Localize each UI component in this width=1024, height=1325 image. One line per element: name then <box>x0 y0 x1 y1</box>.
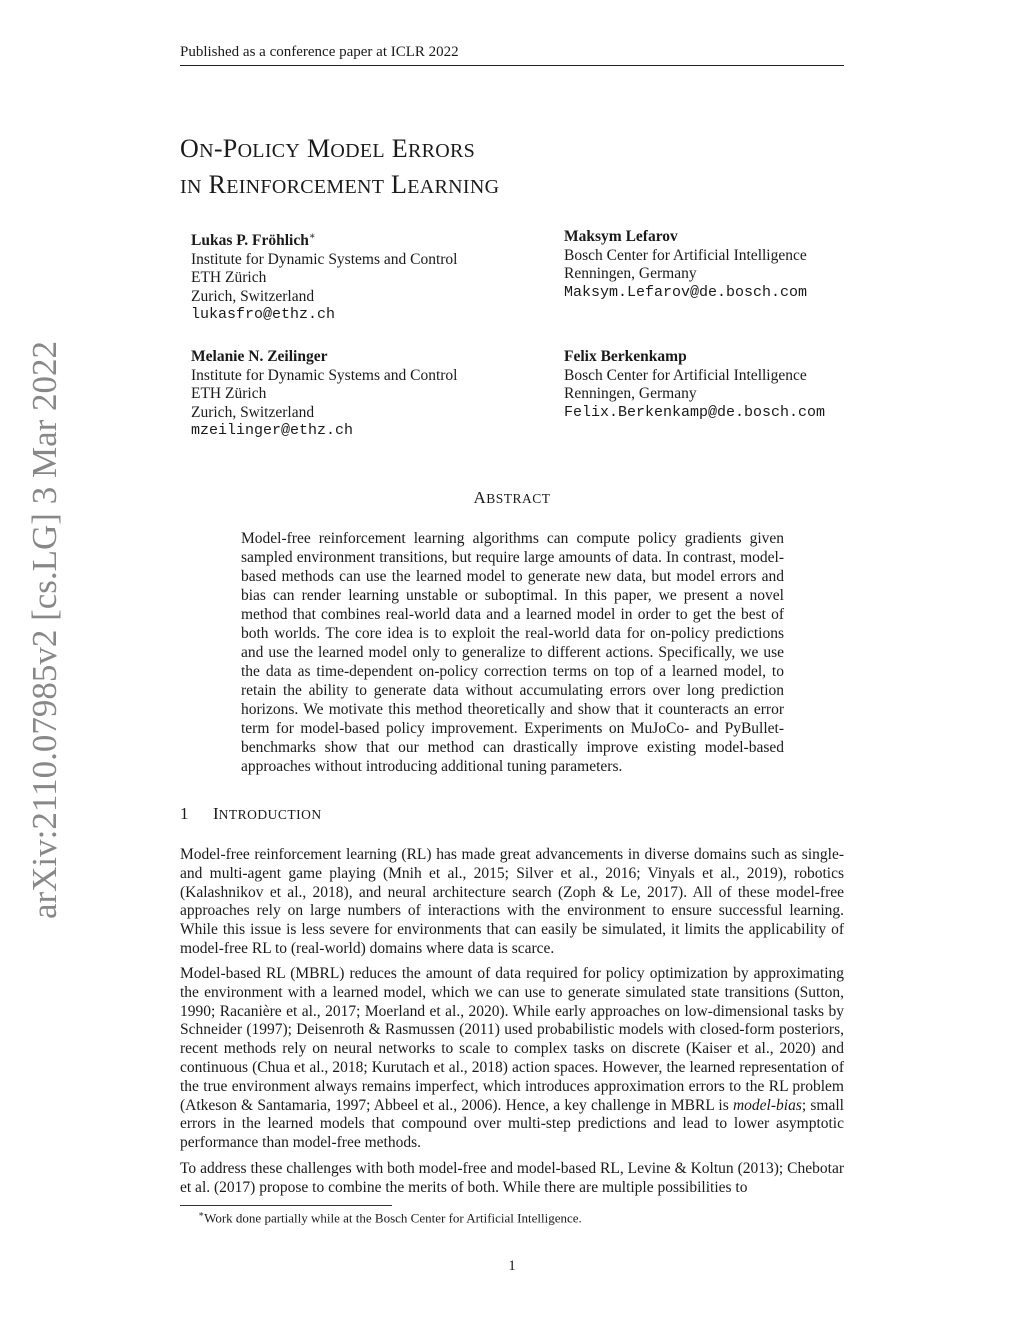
paper-title <box>180 132 499 204</box>
author-location: Renningen, Germany <box>564 265 697 282</box>
title-line-1: ON-POLICY MODEL ERRORS <box>180 134 476 163</box>
page-number: 1 <box>508 1258 516 1274</box>
paragraph-1: Model-free reinforcement learning (RL) has made great advancements in diverse domains such as single- and multi-agent game playing (Mnih et al., 2015; Silver et al., 2016; Vinyals et al., 2019), robotics (Kalashnikov et al., 2018), and neural architecture search (Zoph & Le, 2017). All of these model-free approaches rely on large numbers of interactions with the environment to ensure successful learning. While this issue is less severe for environments that can easily be simulated, it limits the applicability of model-free RL to (real-world) domains where data is scarce. <box>180 846 844 957</box>
author-email[interactable]: mzeilinger@ethz.ch <box>191 422 354 439</box>
author-block-1 <box>191 228 457 325</box>
paragraph-3: To address these challenges with both model-free and model-based RL, Levine & Koltun (2013); Chebotar et al. (2017) propose to combine the merits of both. While there are multiple possibilities to <box>180 1160 844 1196</box>
author-footnote-mark: ∗ <box>308 231 316 242</box>
footnote-mark: ∗ <box>198 1209 205 1219</box>
author-block-4 <box>564 348 825 422</box>
author-affiliation: Bosch Center for Artificial Intelligence <box>564 366 807 384</box>
author-name: Maksym Lefarov <box>564 228 678 245</box>
author-email[interactable]: Maksym.Lefarov@de.bosch.com <box>564 283 808 301</box>
title-line-2: IN REINFORCEMENT LEARNING <box>180 170 500 199</box>
author-email[interactable]: Felix.Berkenkamp@de.bosch.com <box>564 403 826 421</box>
author-block-3 <box>191 348 457 441</box>
author-affiliation: Institute for Dynamic Systems and Control <box>191 250 458 268</box>
author-name: Lukas P. Fröhlich <box>191 232 309 250</box>
author-name: Felix Berkenkamp <box>564 348 687 365</box>
author-affiliation: Bosch Center for Artificial Intelligence <box>564 246 807 264</box>
section-number: 1 <box>180 804 189 823</box>
author-org: ETH Zürich <box>191 385 267 402</box>
header-rule <box>180 65 844 66</box>
paragraph-2 <box>180 965 844 1153</box>
author-email[interactable]: lukasfro@ethz.ch <box>191 306 336 324</box>
section-heading <box>180 804 322 824</box>
author-affiliation: Institute for Dynamic Systems and Control <box>191 366 458 384</box>
author-name: Melanie N. Zeilinger <box>191 348 328 365</box>
author-block-2 <box>564 228 807 302</box>
section-title: INTRODUCTION <box>213 804 322 823</box>
footnote-rule <box>180 1205 392 1206</box>
footnote-text: Work done partially while at the Bosch Center for Artificial Intelligence. <box>204 1210 582 1226</box>
footnote <box>198 1209 582 1226</box>
emphasis-model-bias: model-bias <box>732 1096 802 1114</box>
running-header: Published as a conference paper at ICLR 2022 <box>180 44 459 60</box>
abstract-text: Model-free reinforcement learning algorithms can compute policy gradients given sampled environment transitions, but require large amounts of data. In contrast, model-based methods can use the learned model to generate new data, but model errors and bias can render learning unstable or suboptimal. In this paper, we present a novel method that combines real-world data and a learned model in order to get the best of both worlds. The core idea is to exploit the real-world data for on-policy predictions and use the learned model only to generalize to different actions. Specifically, we use the data as time-dependent on-policy correction terms on top of a learned model, to retain the ability to generate data without accumulating errors over long prediction horizons. We motivate this method theoretically and show that it counteracts an error term for model-based policy improvement. Experiments on MuJoCo- and PyBullet-benchmarks show that our method can drastically improve existing model-based approaches without introducing additional tuning parameters. <box>241 530 784 775</box>
paragraph-2-text-end: ; small errors in the learned models that compound over multi-step predictions and lead to lower asymptotic performance than model-free methods. <box>180 1096 844 1152</box>
author-location: Zurich, Switzerland <box>191 403 315 421</box>
author-location: Zurich, Switzerland <box>191 287 315 305</box>
author-location: Renningen, Germany <box>564 385 697 402</box>
paragraph-2-text: Model-based RL (MBRL) reduces the amount of data required for policy optimization by approximating the environment with a learned model, which we can use to generate simulated state transitions (Sutton, 1990; Racanière et al., 2017; Moerland et al., 2020). While early approaches on low-dimensional tasks by Schneider (1997); Deisenroth & Rasmussen (2011) used probabilistic models with closed-form posteriors, recent methods rely on neural networks to scale to complex tasks on discrete (Kaiser et al., 2020) and continuous (Chua et al., 2018; Kurutach et al., 2018) action spaces. However, the learned representation of the true environment always remains imperfect, which introduces approximation errors to the RL problem (Atkeson & Santamaria, 1997; Abbeel et al., 2006). Hence, a key challenge in MBRL is <box>180 965 844 1114</box>
abstract-heading: ABSTRACT <box>473 488 551 507</box>
author-org: ETH Zürich <box>191 269 267 287</box>
arxiv-stamp: arXiv:2110.07985v2 [cs.LG] 3 Mar 2022 <box>25 340 64 920</box>
